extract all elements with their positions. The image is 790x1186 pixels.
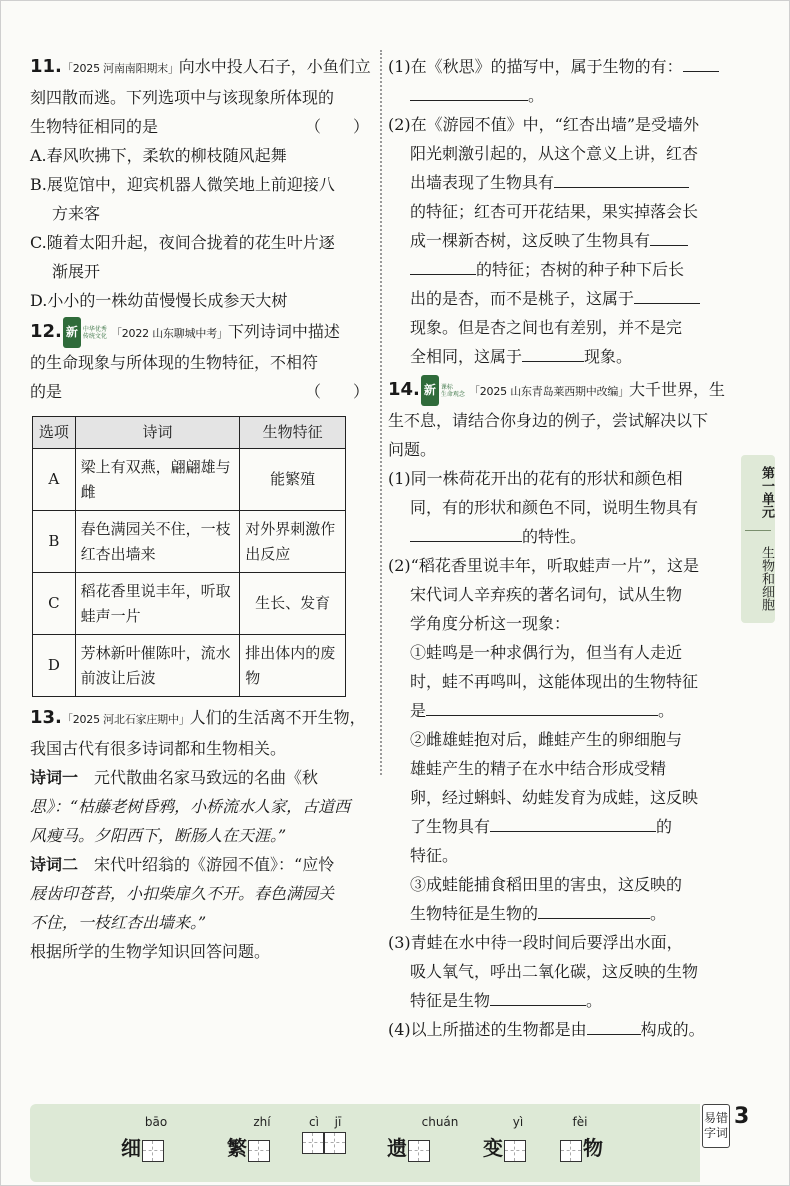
vocab-char: 遗 <box>387 1136 407 1160</box>
subq-2-text: 的特征；杏树的种子种下后长 <box>476 260 685 279</box>
subq-3-text: 吸人氧气，呼出二氧化碳，这反映的生物 <box>410 962 699 981</box>
vocab-char: 细 <box>121 1136 141 1160</box>
vocab-item <box>226 1115 271 1162</box>
answer-blank[interactable] <box>426 697 658 716</box>
answer-bracket[interactable]: （ ） <box>304 382 369 401</box>
pinyin: chuán <box>421 1115 459 1129</box>
tianzi-box[interactable] <box>302 1132 324 1154</box>
option-d: D.小小的一株幼苗慢慢长成参天大树 <box>30 291 288 310</box>
question-text: 人们的生活离不开生物， <box>189 708 366 727</box>
unit-side-tab <box>741 455 775 623</box>
table-cell: 生长、发育 <box>240 573 346 635</box>
source-tag: 「2025 河北石家庄期中」 <box>61 713 190 726</box>
subq-1-text: 同，有的形状和颜色不同，说明生物具有 <box>410 498 699 517</box>
subq-2: (2)在《游园不值》中，“红杏出墙”是受墙外 <box>388 115 700 134</box>
answer-blank[interactable] <box>410 256 476 275</box>
question-text: 下列诗词中描述 <box>227 322 340 341</box>
subq-2c-text: 生物特征是生物的 <box>410 904 539 923</box>
table-row <box>33 449 346 511</box>
subq-2b-text: 特征。 <box>410 846 459 865</box>
question-13 <box>30 703 375 966</box>
table-cell: B <box>33 511 76 573</box>
punct: 。 <box>658 701 675 720</box>
pinyin: fèi <box>572 1115 588 1129</box>
vocab-item <box>482 1115 526 1162</box>
subq-1: (1)同一株荷花开出的花有的形状和颜色相 <box>388 469 683 488</box>
option-a: A.春风吹拂下，柔软的柳枝随风起舞 <box>30 146 287 165</box>
tianzi-box[interactable] <box>408 1140 430 1162</box>
question-12 <box>30 317 375 697</box>
poem1-text: 元代散曲名家马致远的名曲《秋 <box>78 768 319 787</box>
source-tag: 「2022 山东聊城中考」 <box>110 327 228 340</box>
new-badge: 新 <box>63 317 81 348</box>
subq-2b-text: 的 <box>656 817 673 836</box>
subq-2-text: 现象。但是杏之间也有差别，并不是完 <box>410 318 683 337</box>
error-prone-words-label: 易错字词 <box>702 1104 730 1148</box>
subq-2-text: 出墙表现了生物具有 <box>410 173 555 192</box>
page-number: 3 <box>734 1104 750 1129</box>
option-b-cont: 方来客 <box>52 204 101 223</box>
vocab-strip <box>30 1104 700 1182</box>
punct: 。 <box>650 904 667 923</box>
right-column <box>388 52 733 1044</box>
pinyin: zhí <box>253 1115 271 1129</box>
table-cell: D <box>33 635 76 697</box>
punct: 。 <box>528 86 545 105</box>
question-number: 13. <box>30 707 62 728</box>
table-cell: C <box>33 573 76 635</box>
question-text: 生不息，请结合你身边的例子，尝试解决以下 <box>388 411 709 430</box>
answer-blank[interactable] <box>650 227 688 246</box>
vocab-item <box>302 1115 346 1154</box>
answer-blank[interactable] <box>554 169 689 188</box>
vocab-item <box>386 1115 459 1162</box>
tianzi-box[interactable] <box>504 1140 526 1162</box>
new-badge: 新 <box>421 375 439 406</box>
poem1-label: 诗词一 <box>30 768 79 787</box>
subq-2a-text: 是 <box>410 701 427 720</box>
answer-blank[interactable] <box>634 285 700 304</box>
tianzi-box[interactable] <box>142 1140 164 1162</box>
table-cell: 梁上有双燕，翩翩雄与雌 <box>75 449 240 511</box>
subq-2c: ③成蛙能捕食稻田里的害虫，这反映的 <box>410 875 683 894</box>
table-header: 诗词 <box>75 417 240 449</box>
tianzi-box[interactable] <box>560 1140 582 1162</box>
answer-blank[interactable] <box>587 1016 641 1035</box>
question-13-parts <box>388 52 733 371</box>
poem1-text: 风瘦马。夕阳西下，断肠人在天涯。” <box>30 826 287 845</box>
pinyin: cì <box>309 1115 319 1129</box>
question-text: 刻四散而逃。下列选项中与该现象所体现的 <box>30 88 335 107</box>
option-c-cont: 渐展开 <box>52 262 101 281</box>
answer-blank[interactable] <box>490 987 586 1006</box>
source-tag: 「2025 山东青岛莱西期中改编」 <box>468 385 630 398</box>
question-text: 向水中投人石子，小鱼们立 <box>178 57 371 76</box>
vocab-char: 变 <box>483 1136 503 1160</box>
subq-3-text: 特征是生物 <box>410 991 491 1010</box>
answer-blank[interactable] <box>490 813 656 832</box>
source-tag: 「2025 河南南阳期末」 <box>61 62 179 75</box>
poem2-text: 不住，一枝红杏出墙来。” <box>30 913 207 932</box>
poem2-text: 宋代叶绍翁的《游园不值》：“应怜 <box>78 855 335 874</box>
table-cell: 稻花香里说丰年，听取蛙声一片 <box>75 573 240 635</box>
instruction-text: 根据所学的生物学知识回答问题。 <box>30 942 271 961</box>
question-text: 的生命现象与所体现的生物特征，不相符 <box>30 353 319 372</box>
subq-1-text: 的特性。 <box>522 527 587 546</box>
subq-2-text: 宋代词人辛弃疾的著名词句，试从生物 <box>410 585 683 604</box>
pinyin: bāo <box>144 1115 168 1129</box>
pinyin: yì <box>512 1115 524 1129</box>
table-row <box>33 573 346 635</box>
subq-2-text: 全相同，这属于 <box>410 347 523 366</box>
question-number: 11. <box>30 56 62 77</box>
badge-subtitle: 中华优秀 传统文化 <box>82 325 107 340</box>
table-header: 生物特征 <box>240 417 346 449</box>
subq-2b: ②雌雄蛙抱对后，雌蛙产生的卵细胞与 <box>410 730 683 749</box>
question-text: 生物特征相同的是 <box>30 117 159 136</box>
subq-2a-text: 时，蛙不再鸣叫，这能体现出的生物特征 <box>410 672 699 691</box>
table-cell: 芳林新叶催陈叶，流水前波让后波 <box>75 635 240 697</box>
question-number: 12. <box>30 321 62 342</box>
table-cell: A <box>33 449 76 511</box>
unit-label: 第一单元 <box>759 466 774 518</box>
subq-2-text: 成一棵新杏树，这反映了生物具有 <box>410 231 651 250</box>
question-14 <box>388 375 733 1044</box>
tianzi-box[interactable] <box>324 1132 346 1154</box>
table-cell: 排出体内的废物 <box>240 635 346 697</box>
answer-blank[interactable] <box>538 900 650 919</box>
subq-2-text: 现象。 <box>584 347 633 366</box>
pinyin: jī <box>334 1115 342 1129</box>
answer-blank[interactable] <box>410 82 528 101</box>
option-b: B.展览馆中，迎宾机器人微笑地上前迎接八 <box>30 175 335 194</box>
subq-2b-text: 了生物具有 <box>410 817 491 836</box>
subq-2-text: 阳光刺激引起的，从这个意义上讲，红杏 <box>410 144 699 163</box>
poem-table <box>32 416 346 697</box>
topic-label: 生物和细胞 <box>759 546 774 611</box>
punct: 。 <box>586 991 603 1010</box>
vocab-item <box>560 1115 604 1162</box>
left-column <box>30 52 375 966</box>
poem2-text: 屐齿印苍苔，小扣柴扉久不开。春色满园关 <box>30 884 335 903</box>
badge-subtitle: 课标 生命观念 <box>440 383 465 398</box>
option-c: C.随着太阳升起，夜间合拢着的花生叶片逐 <box>30 233 335 252</box>
table-cell: 能繁殖 <box>240 449 346 511</box>
subq-2a: ①蛙鸣是一种求偶行为，但当有人走近 <box>410 643 683 662</box>
table-cell: 对外界刺激作出反应 <box>240 511 346 573</box>
question-number: 14. <box>388 379 420 400</box>
question-text: 大千世界，生 <box>629 380 726 399</box>
subq-1: (1)在《秋思》的描写中，属于生物的有： <box>388 57 683 76</box>
question-11 <box>30 52 375 315</box>
subq-2-text: 学角度分析这一现象： <box>410 614 571 633</box>
subq-4: (4)以上所描述的生物都是由 <box>388 1020 587 1039</box>
column-divider <box>380 50 382 775</box>
vocab-char: 繁 <box>227 1136 247 1160</box>
question-text: 问题。 <box>388 440 437 459</box>
subq-3: (3)青蛙在水中待一段时间后要浮出水面， <box>388 933 683 952</box>
vocab-char: 物 <box>583 1136 603 1160</box>
table-header: 选项 <box>33 417 76 449</box>
subq-2: (2)“稻花香里说丰年，听取蛙声一片”，这是 <box>388 556 700 575</box>
subq-2b-text: 雄蛙产生的精子在水中结合形成受精 <box>410 759 667 778</box>
vocab-item <box>120 1115 168 1162</box>
answer-blank[interactable] <box>410 523 522 542</box>
subq-2-text: 出的是杏，而不是桃子，这属于 <box>410 289 635 308</box>
subq-2-text: 的特征；红杏可开花结果，果实掉落会长 <box>410 202 699 221</box>
divider <box>745 530 771 531</box>
table-row <box>33 635 346 697</box>
subq-4-text: 构成的。 <box>640 1020 705 1039</box>
answer-bracket[interactable]: （ ） <box>304 117 369 136</box>
poem2-label: 诗词二 <box>30 855 79 874</box>
subq-2b-text: 卵，经过蝌蚪、幼蛙发育为成蛙，这反映 <box>410 788 699 807</box>
poem1-text: 思》：“枯藤老树昏鸦，小桥流水人家，古道西 <box>30 797 351 816</box>
answer-blank[interactable] <box>683 53 719 72</box>
answer-blank[interactable] <box>522 343 584 362</box>
table-row <box>33 511 346 573</box>
question-text: 我国古代有很多诗词都和生物相关。 <box>30 739 287 758</box>
tianzi-box[interactable] <box>248 1140 270 1162</box>
question-text: 的是 <box>30 382 63 401</box>
table-cell: 春色满园关不住，一枝红杏出墙来 <box>75 511 240 573</box>
